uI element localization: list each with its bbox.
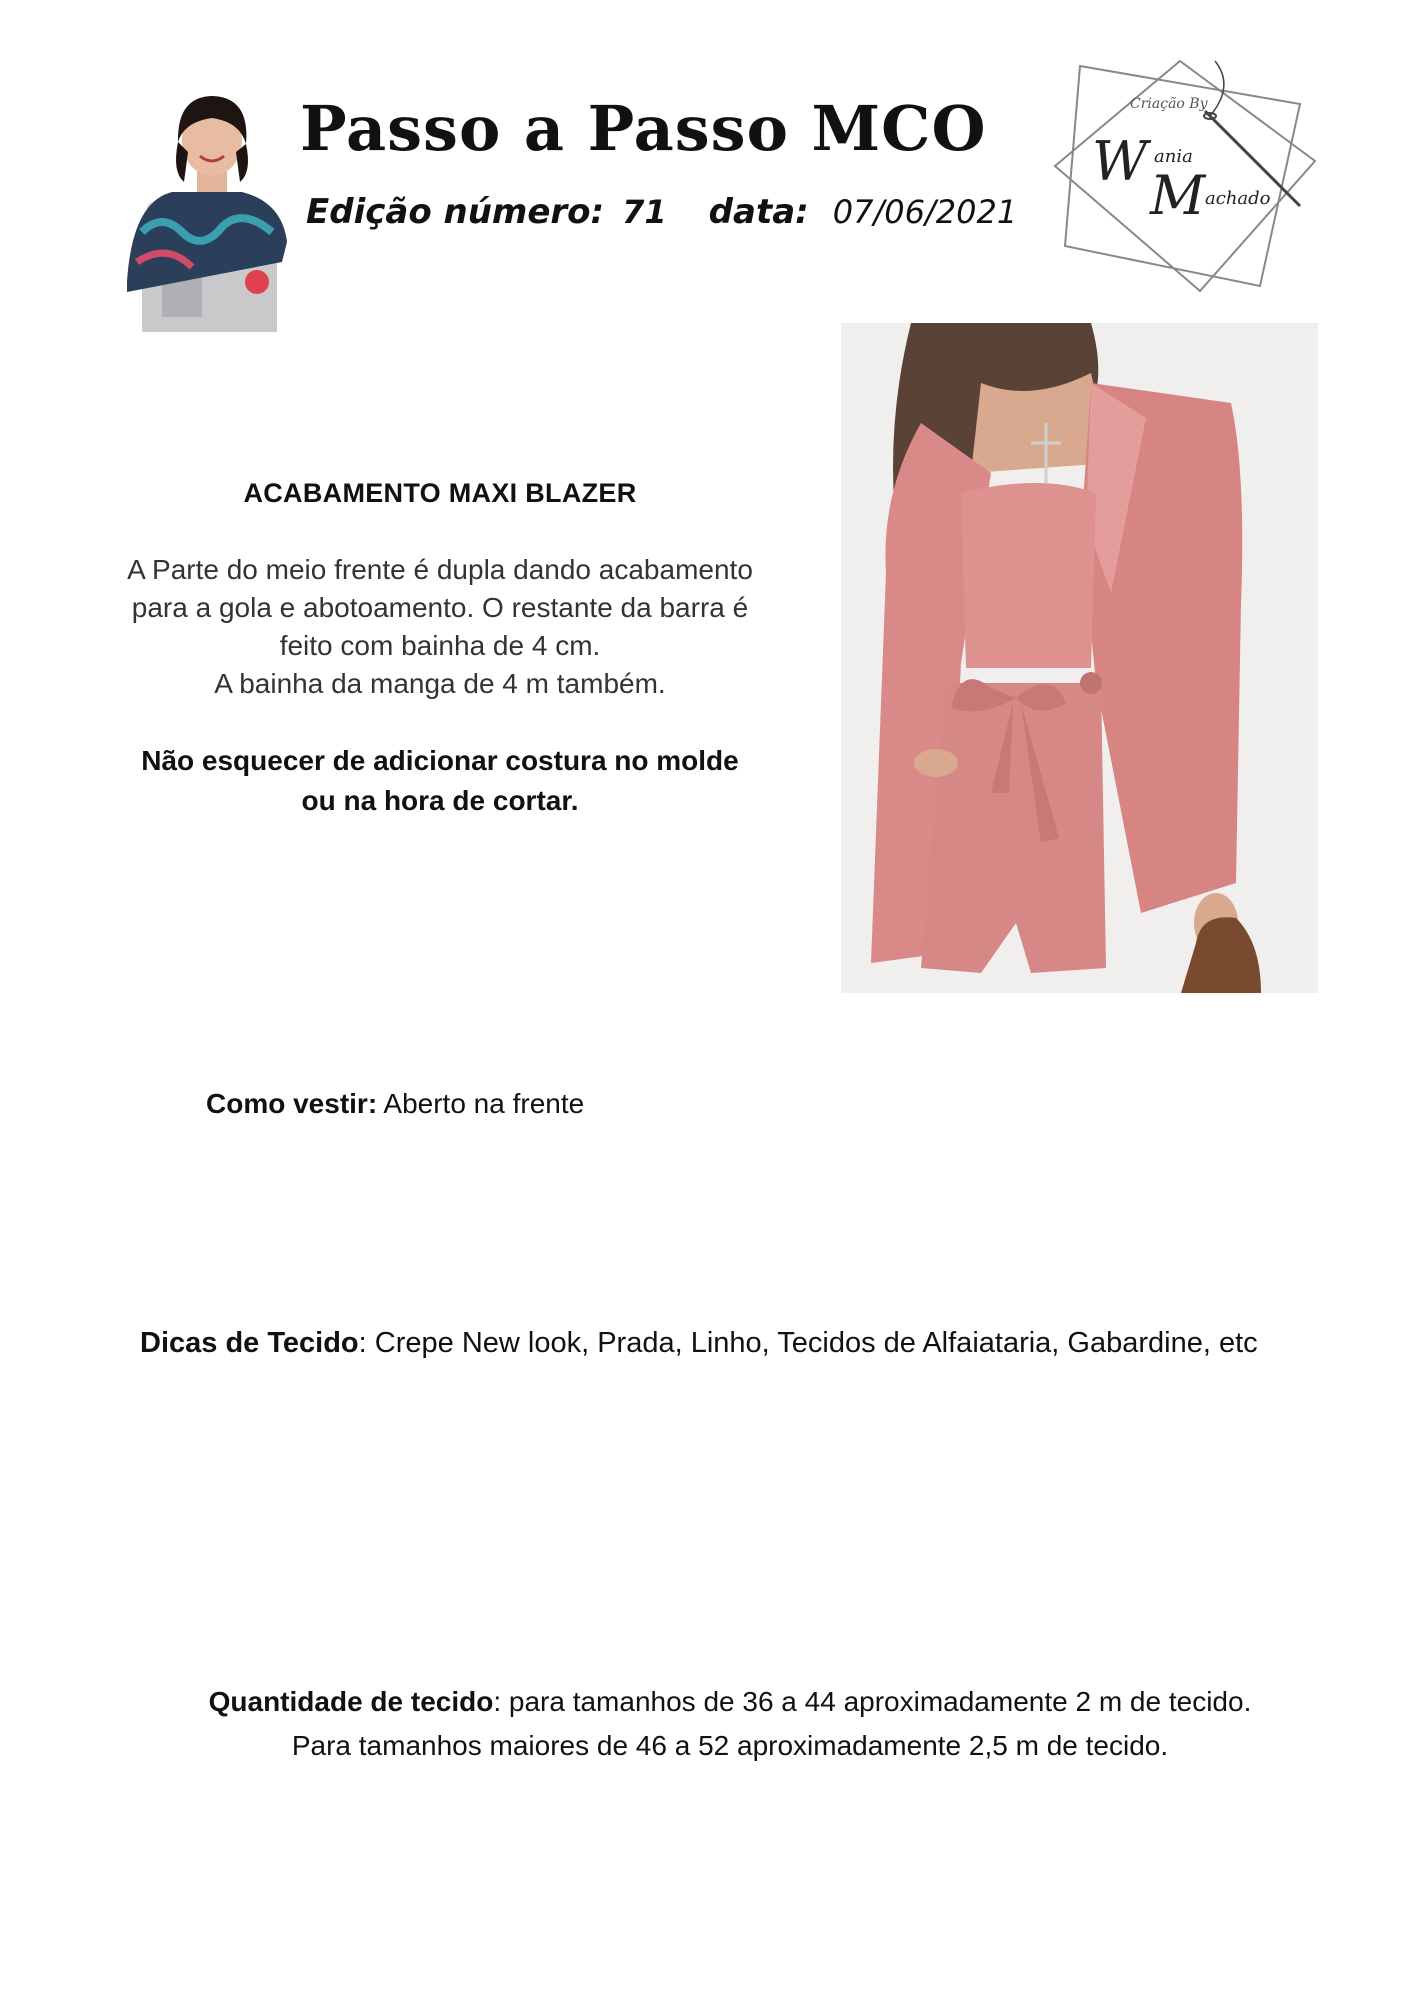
brand-logo [1050,56,1322,296]
description [80,551,800,703]
logo-last-initial: M [1150,164,1206,227]
page-title: Passo a Passo MCO [300,92,987,165]
product-photo [841,323,1318,993]
fabric-tips-value: : Crepe New look, Prada, Linho, Tecidos de Alfaiataria, Gabardine, etc [358,1327,1258,1359]
fabric-quantity [60,1680,1400,1768]
description-line: A Parte do meio frente é dupla dando acabamento [127,554,753,585]
author-photo [122,82,302,332]
how-to-wear-label: Como vestir: [206,1088,378,1119]
section-title: ACABAMENTO MAXI BLAZER [243,478,637,508]
how-to-wear [206,1088,584,1120]
fabric-tips-label: Dicas de Tecido [140,1327,359,1359]
description-line: para a gola e abotoamento. O restante da barra é [131,592,749,623]
fabric-quantity-label: Quantidade de tecido [208,1686,494,1717]
logo-last-rest: achado [1205,188,1271,209]
edition-label: Edição número: [306,192,605,232]
logo-top-text: Criação By [1130,96,1208,112]
description-line: A bainha da manga de 4 m também. [214,668,666,699]
instructions-block [80,478,800,821]
how-to-wear-value: Aberto na frente [383,1088,585,1119]
edition-number: 71 [622,193,667,231]
edition-info [306,192,1017,232]
description-line: feito com bainha de 4 cm. [279,630,601,661]
date-value: 07/06/2021 [832,193,1018,231]
logo-first-initial: W [1092,130,1148,193]
logo-first-rest: ania [1154,146,1193,167]
fabric-quantity-text1: : para tamanhos de 36 a 44 aproximadamente 2 m de tecido. [493,1686,1252,1717]
warning-line: ou na hora de cortar. [301,785,579,816]
fabric-tips [140,1320,1370,1366]
fabric-quantity-line2: Para tamanhos maiores de 46 a 52 aproximadamente 2,5 m de tecido. [291,1730,1169,1761]
warning-line: Não esquecer de adicionar costura no molde [141,745,739,776]
warning-note [80,741,800,821]
date-label: data: [708,192,809,232]
fabric-quantity-line1 [60,1680,1400,1724]
